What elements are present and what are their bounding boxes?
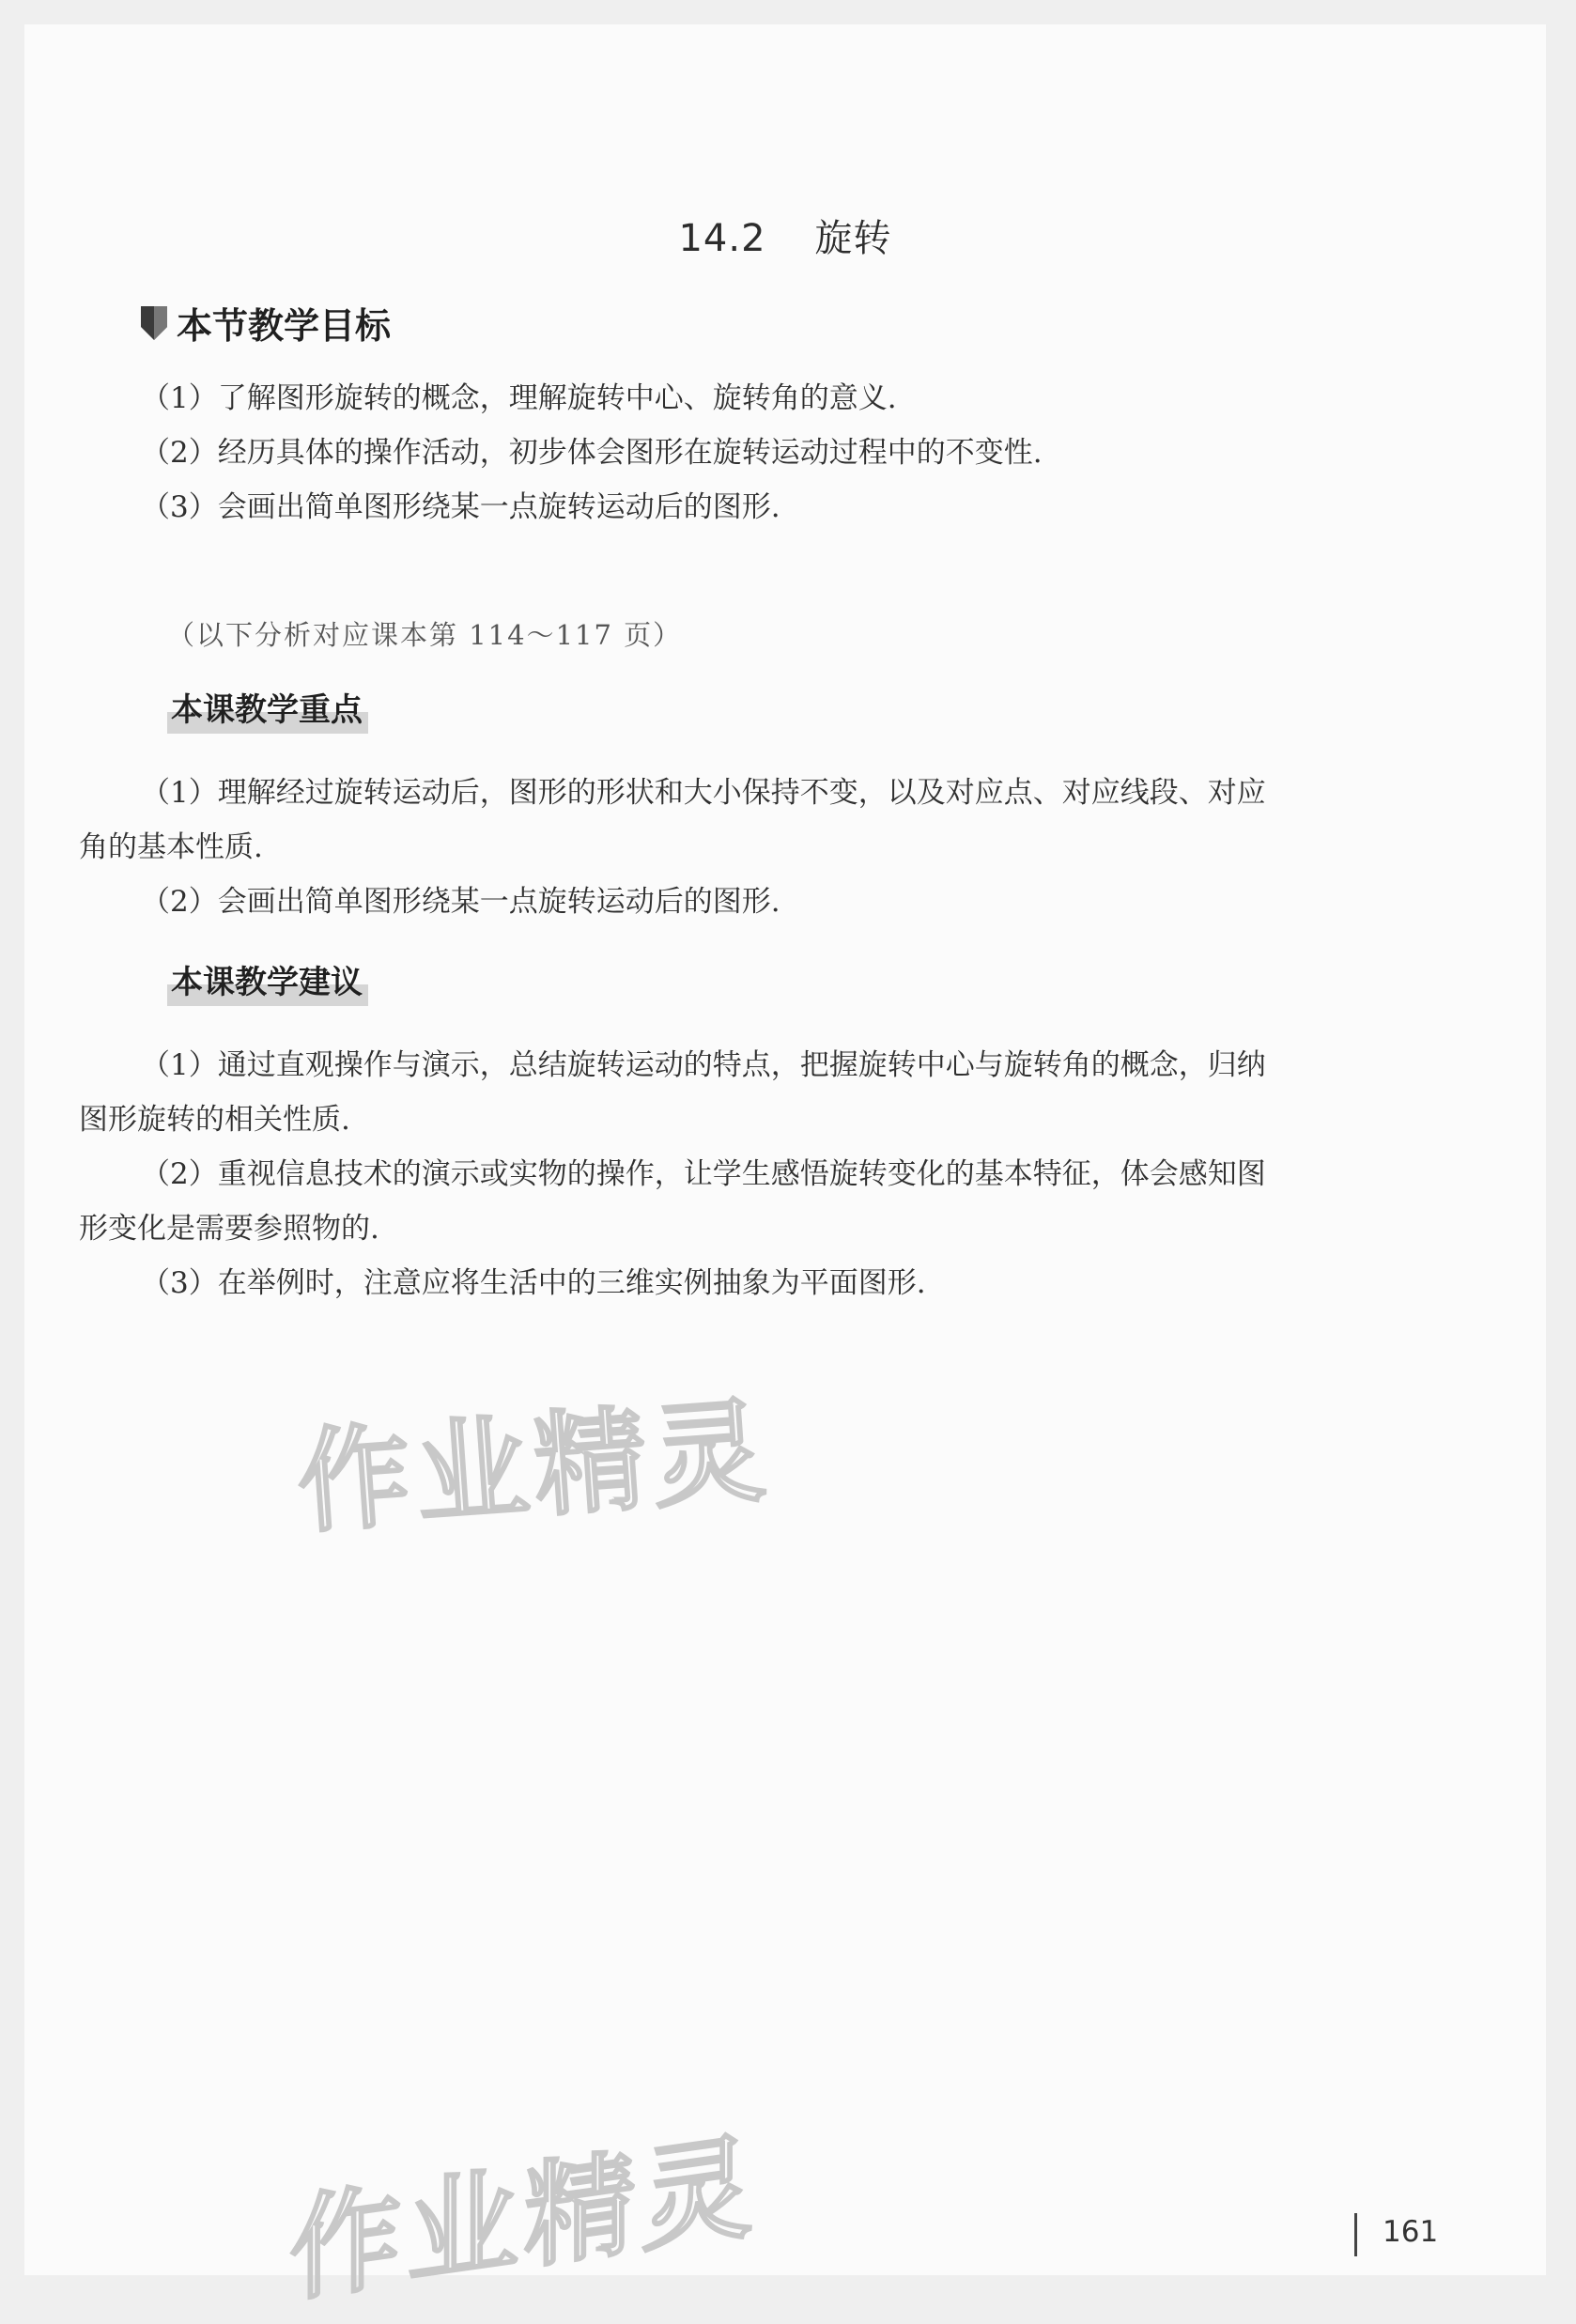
- page-number-divider: [1354, 2213, 1357, 2256]
- key-point-line: （1）理解经过旋转运动后，图形的形状和大小保持不变，以及对应点、对应线段、对应: [141, 776, 1266, 810]
- textbook-page-note: （以下分析对应课本第 114～117 页）: [167, 619, 683, 651]
- document-page: [24, 24, 1546, 2318]
- suggestion-line: 形变化是需要参照物的.: [79, 1212, 379, 1246]
- objective-item: （1）了解图形旋转的概念，理解旋转中心、旋转角的意义.: [141, 381, 897, 415]
- suggestion-line: 图形旋转的相关性质.: [79, 1103, 350, 1137]
- suggestions-heading: 本课教学建议: [167, 954, 368, 1006]
- objectives-heading: [141, 297, 391, 349]
- key-point-line: 角的基本性质.: [79, 830, 263, 864]
- objective-item: （2）经历具体的操作活动，初步体会图形在旋转运动过程中的不变性.: [141, 436, 1043, 470]
- suggestion-line: （1）通过直观操作与演示，总结旋转运动的特点，把握旋转中心与旋转角的概念，归纳: [141, 1048, 1266, 1082]
- section-number: 14.2: [678, 217, 766, 260]
- shield-icon: [141, 306, 167, 340]
- page-number: 161: [1383, 2215, 1439, 2249]
- watermark: 作业精灵: [293, 1386, 775, 1550]
- objectives-heading-label: 本节教学目标: [177, 305, 392, 347]
- key-points-heading: 本课教学重点: [167, 682, 368, 734]
- objective-item: （3）会画出简单图形绕某一点旋转运动后的图形.: [141, 490, 780, 524]
- watermark: 作业精灵: [289, 2120, 759, 2318]
- suggestion-line: （3）在举例时，注意应将生活中的三维实例抽象为平面图形.: [141, 1266, 926, 1300]
- key-point-line: （2）会画出简单图形绕某一点旋转运动后的图形.: [141, 885, 780, 919]
- section-title: [24, 209, 1546, 262]
- section-name: 旋转: [814, 217, 892, 260]
- suggestion-line: （2）重视信息技术的演示或实物的操作，让学生感悟旋转变化的基本特征，体会感知图: [141, 1157, 1266, 1191]
